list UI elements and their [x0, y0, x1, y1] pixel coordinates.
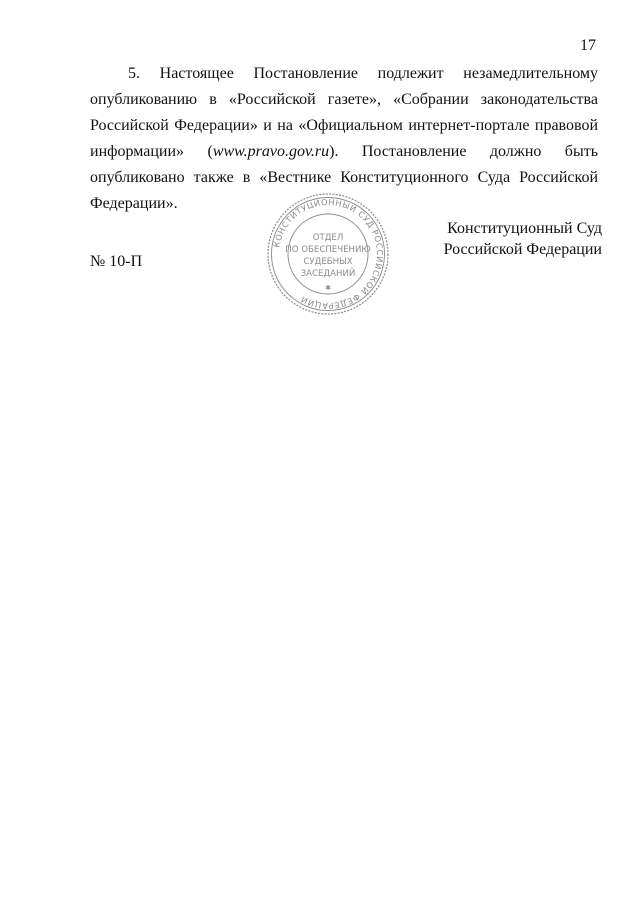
seal-center-line-2: ПО ОБЕСПЕЧЕНИЮ	[285, 245, 371, 255]
seal-ring-text: КОНСТИТУЦИОННЫЙ СУД РОССИЙСКОЙ ФЕДЕРАЦИИ	[271, 196, 386, 312]
signature-line-1: Конституционный Суд	[447, 220, 602, 237]
pravo-link[interactable]: www.pravo.gov.ru	[212, 143, 330, 160]
seal-center-line-4: ЗАСЕДАНИЙ	[300, 269, 356, 279]
decree-number: № 10-П	[90, 253, 143, 270]
page-number: 17	[580, 37, 596, 54]
signature-line-2: Российской Федерации	[443, 241, 602, 258]
paragraph-number: 5.	[128, 65, 140, 82]
court-seal-stamp	[258, 193, 398, 316]
seal-center-line-3: СУДЕБНЫХ	[303, 257, 353, 267]
seal-center-line-1: ОТДЕЛ	[312, 233, 344, 243]
paragraph-text-after-link: ). Постановление должно быть опубликовано также в «Вестнике Конституционного Суда Российской Федерации».	[90, 143, 598, 212]
paragraph-text-before-link: Настоящее Постановление подлежит незамедлительному опубликованию в «Российской газете», «Собрании законодательства Российской Федерации» и на «Официальном интернет-портале правовой информации» (	[90, 65, 599, 160]
signature-block	[442, 218, 602, 260]
seal-star-icon: ✱	[325, 284, 331, 292]
